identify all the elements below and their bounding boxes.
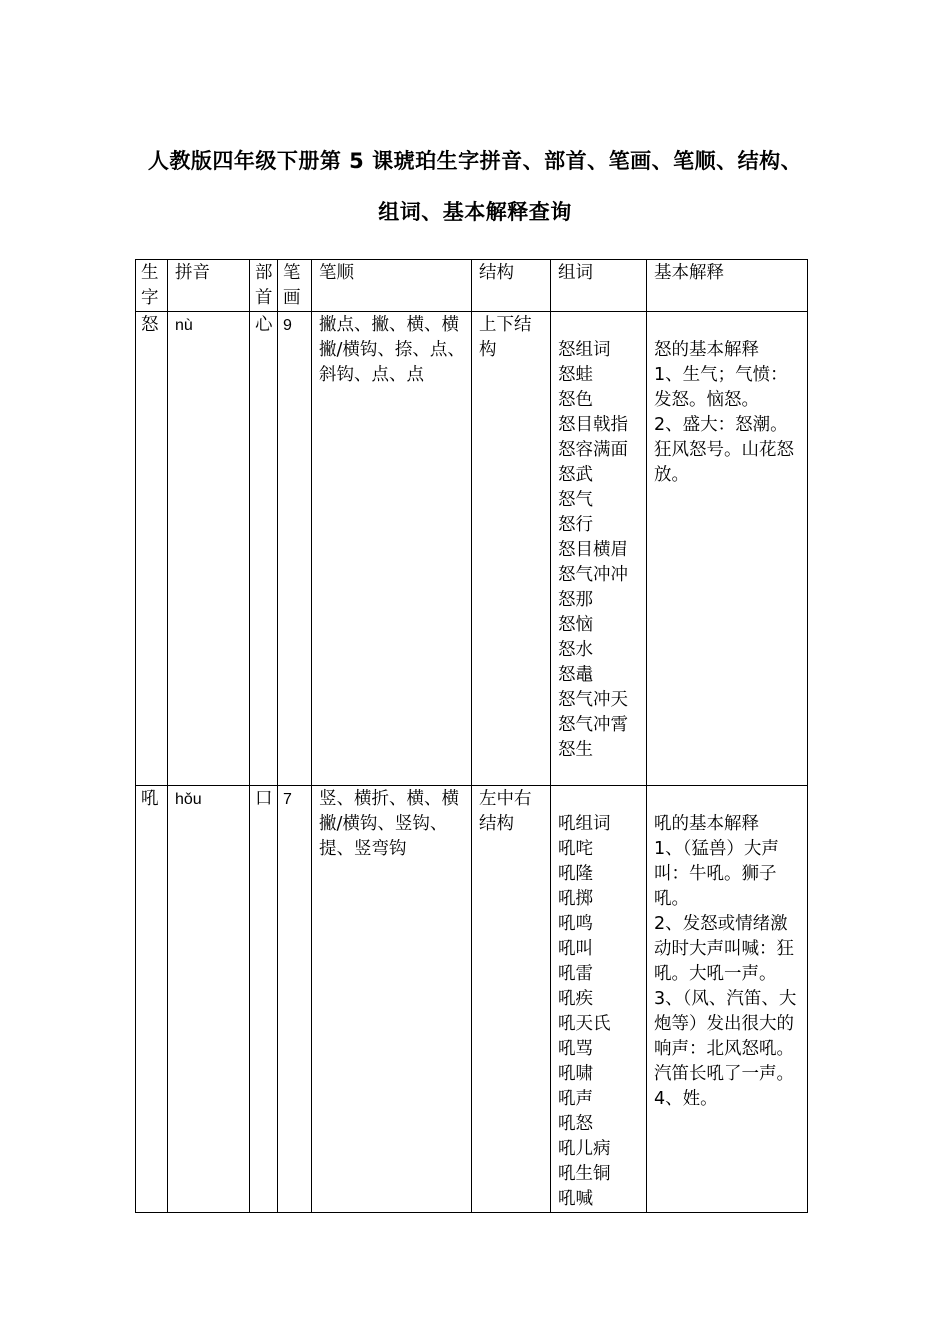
word-item: 怒目戟指 [558,415,628,435]
row-structure: 左中右结构 [479,789,532,834]
meaning-item: 1、（猛兽）大声叫：牛吼。狮子吼。 [654,839,779,909]
word-item: 怒生 [558,740,593,760]
table-row [136,312,808,786]
row-pinyin: nù [175,317,193,334]
word-item: 吼雷 [558,964,593,984]
row-pinyin: hǒu [175,791,202,808]
header-pinyin: 拼音 [175,263,210,283]
row-stroke-order: 撇点、撇、横、横撇/横钩、捺、点、斜钩、点、点 [319,315,465,385]
word-item: 怒蛙 [558,365,593,385]
words-title: 吼组词 [558,814,611,834]
header-radical: 部首 [255,263,273,308]
word-item: 怒色 [558,390,593,410]
header-order: 笔顺 [319,263,354,283]
word-item: 怒目横眉 [558,540,628,560]
row-strokes: 7 [283,791,292,808]
word-item: 吼生铜 [558,1164,611,1184]
meaning-item: 4、姓。 [654,1089,718,1109]
word-item: 怒气冲霄 [558,715,628,735]
word-item: 怒气冲天 [558,690,628,710]
word-item: 吼天氏 [558,1014,611,1034]
row-meaning [647,786,807,1112]
word-item: 吼声 [558,1089,593,1109]
word-item: 吼掷 [558,889,593,909]
header-row [136,260,808,312]
row-stroke-order: 竖、横折、横、横撇/横钩、竖钩、提、竖弯钩 [319,789,459,859]
word-item: 吼隆 [558,864,593,884]
header-structure: 结构 [479,263,514,283]
meaning-title: 吼的基本解释 [654,814,759,834]
word-item: 吼怒 [558,1114,593,1134]
header-words: 组词 [558,263,593,283]
meaning-item: 2、盛大：怒潮。狂风怒号。山花怒放。 [654,415,794,485]
character-table [135,259,808,1213]
row-words [551,786,646,1212]
header-strokes: 笔画 [283,263,301,308]
word-item: 吼喊 [558,1189,593,1209]
document-title-line-2: 组词、基本解释查询 [378,200,572,224]
word-item: 吼啸 [558,1064,593,1084]
row-radical: 心 [255,315,273,335]
word-item: 怒鼃 [558,665,593,685]
word-item: 怒行 [558,515,593,535]
word-item: 怒水 [558,640,593,660]
word-item: 吼咤 [558,839,593,859]
header-meaning: 基本解释 [654,263,724,283]
row-words [551,312,646,763]
word-item: 怒气 [558,490,593,510]
word-item: 吼鸣 [558,914,593,934]
words-title: 怒组词 [558,340,611,360]
word-item: 吼疾 [558,989,593,1009]
document-title-line-1: 人教版四年级下册第 5 课琥珀生字拼音、部首、笔画、笔顺、结构、 [147,149,803,173]
meaning-item: 3、（风、汽笛、大炮等）发出很大的响声：北风怒吼。汽笛长吼了一声。 [654,989,797,1084]
meaning-item: 2、发怒或情绪激动时大声叫喊：狂吼。大吼一声。 [654,914,794,984]
row-char: 吼 [141,789,159,809]
row-structure: 上下结构 [479,315,532,360]
word-item: 怒那 [558,590,593,610]
row-char: 怒 [141,315,159,335]
meaning-item: 1、生气；气愤：发怒。恼怒。 [654,365,788,410]
row-radical: 口 [255,789,273,809]
row-strokes: 9 [283,317,292,334]
word-item: 怒恼 [558,615,593,635]
word-item: 吼骂 [558,1039,593,1059]
table-row [136,786,808,1213]
word-item: 吼叫 [558,939,593,959]
word-item: 怒容满面 [558,440,628,460]
word-item: 怒武 [558,465,593,485]
meaning-title: 怒的基本解释 [654,340,759,360]
header-char: 生字 [141,263,159,308]
word-item: 吼儿病 [558,1139,611,1159]
word-item: 怒气冲冲 [558,565,628,585]
row-meaning [647,312,807,488]
